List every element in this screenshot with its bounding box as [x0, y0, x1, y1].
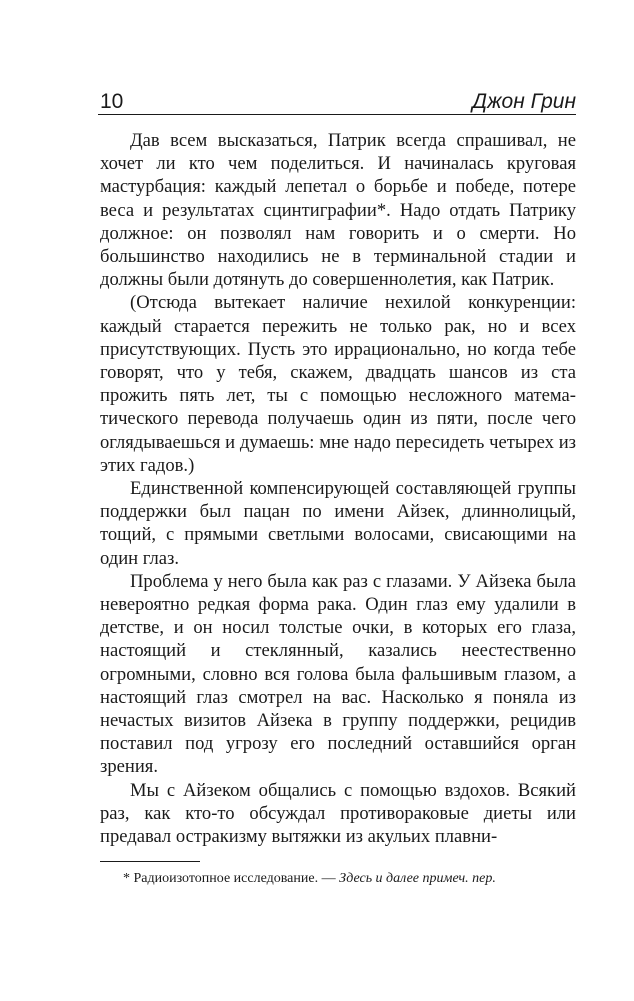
page-number: 10: [100, 90, 124, 113]
paragraph: (Отсюда вытекает наличие нехилой конкуренции: каждый старается пережить не только рак, но и всех присутствующих. Пусть это иррационально, но когда тебе говорят, что у тебя, скажем, двадцать шансов из ста прожить пять лет, ты с помощью несложного математического перевода получаешь один из пяти, после чего оглядываешься и думаешь: мне надо пересидеть четырех из этих гадов.): [100, 292, 576, 476]
paragraph: Единственной компенсирующей составляющей группы поддержки был пацан по имени Айзек, длиннолицый, тощий, с прямыми светлыми волосами, свисающими на один глаз.: [100, 478, 576, 569]
footnote-translator-note: Здесь и далее примеч. пер.: [339, 871, 496, 886]
footnote: [100, 870, 576, 888]
body-text: [100, 129, 576, 848]
footnote-text: * Радиоизотопное исследование. —: [123, 871, 340, 886]
paragraph: Дав всем высказаться, Патрик всегда спрашивал, не хочет ли кто чем поделиться. И начиналась круговая мастурбация: каждый лепетал о борьбе и победе, потере веса и результатах сцинтиграфии*. Надо отдать Патрику должное: он позволял нам говорить и о смерти. Но большинство находились не в терминальной стадии и должны были дотянуть до совершеннолетия, как Патрик.: [100, 130, 576, 291]
running-header: [98, 90, 576, 115]
running-title: Джон Грин: [472, 90, 576, 113]
paragraph: Проблема у него была как раз с глазами. У Айзека была невероятно редкая форма рака. Один глаз ему удалили в детстве, и он носил толстые очки, в которых его глаза, настоящий и стеклянный, казались неестественно огромными, словно вся голова была фальшивым глазом, а настоящий глаз смотрел на вас. Насколько я поняла из нечастых визитов Айзека в группу поддержки, рецидив поставил под угрозу его последний оставшийся орган зрения.: [100, 570, 576, 778]
footnote-rule: [100, 861, 200, 862]
paragraph: Мы с Айзеком общались с помощью вздохов. Всякий раз, как кто-то обсуждал противораковые диеты или предавал остракизму вытяжки из акульих плавни-: [100, 779, 576, 848]
